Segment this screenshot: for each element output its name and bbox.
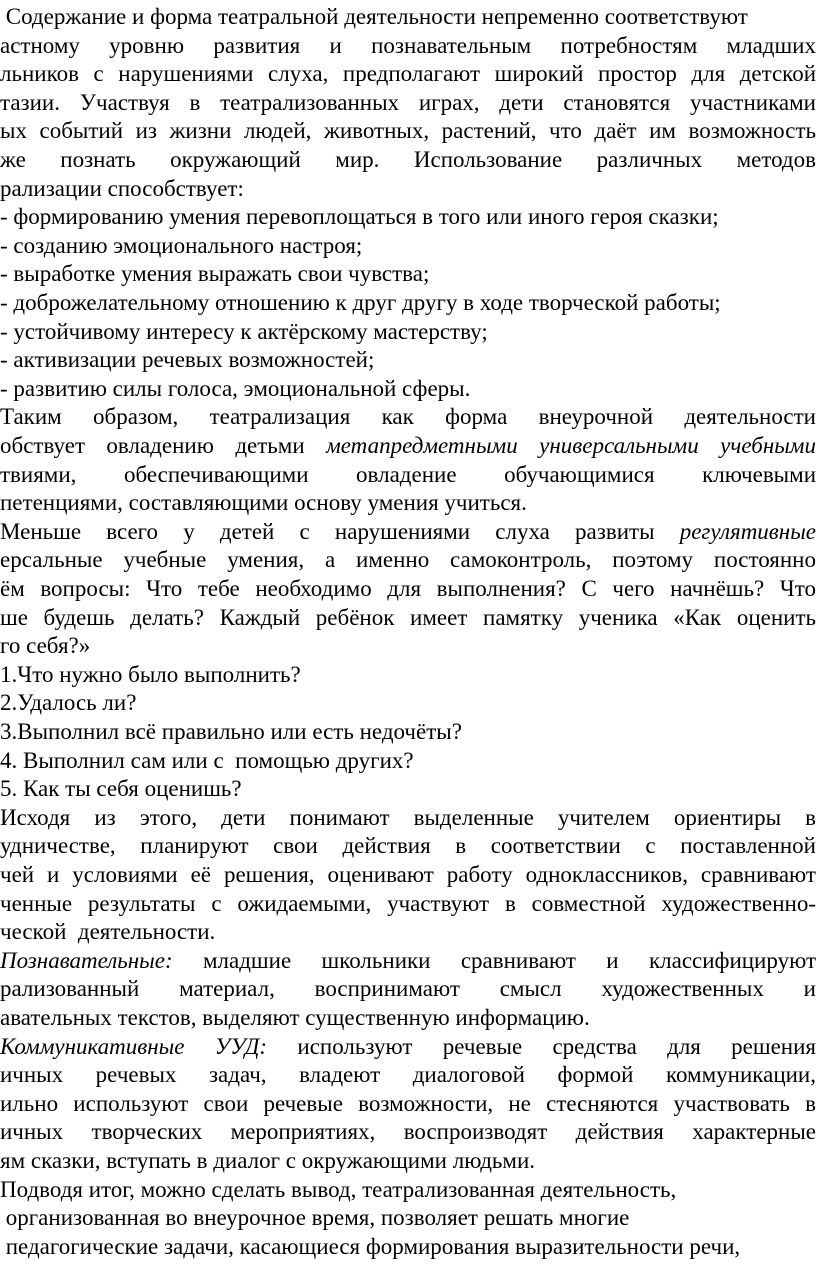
text-line (0, 717, 816, 746)
italic-text-segment: метапредметными универсальными учебными (326, 433, 816, 458)
text-segment: льников с нарушениями слуха, предполагают широкий простор для детской (0, 61, 816, 87)
text-line (0, 1203, 816, 1232)
text-segment: чей и условиями её решения, оценивают работу одноклассников, сравнивают (0, 862, 816, 887)
text-line (0, 460, 816, 489)
text-line (0, 631, 816, 660)
text-line (0, 2, 816, 31)
text-line (0, 746, 816, 775)
text-segment: го себя?» (0, 633, 91, 659)
text-line (0, 1175, 816, 1204)
text-line (0, 431, 816, 460)
text-segment: 1.Что нужно было выполнить? (0, 661, 301, 687)
text-line (0, 1232, 816, 1261)
text-line (0, 288, 816, 317)
text-segment: Исходя из этого, дети понимают выделенные учителем ориентиры в (0, 804, 816, 830)
text-segment: ше будешь делать? Каждый ребёнок имеет памятку ученика «Как оценить (0, 604, 816, 630)
text-segment: 5. Как ты себя оценишь? (0, 776, 242, 802)
text-line (0, 317, 816, 346)
text-line (0, 116, 816, 145)
text-segment: авательных текстов, выделяют существенную информацию. (0, 1005, 590, 1030)
text-line (0, 88, 816, 117)
text-segment: - развитию силы голоса, эмоциональной сферы. (0, 375, 471, 401)
text-segment: ческой деятельности. (0, 919, 216, 945)
text-segment: 2.Удалось ли? (0, 690, 137, 716)
text-line (0, 31, 816, 60)
text-segment: Подводя итог, можно сделать вывод, театрализованная деятельность, (0, 1176, 677, 1202)
text-segment: - созданию эмоционального настроя; (0, 232, 363, 258)
text-line (0, 1003, 816, 1032)
text-segment: же познать окружающий мир. Использование различных методов (0, 147, 816, 172)
text-segment: используют речевые средства для решения (267, 1033, 816, 1059)
text-line (0, 488, 816, 517)
text-line (0, 202, 816, 231)
text-segment: ичных творческих мероприятиях, воспроизводят действия характерные (0, 1119, 816, 1145)
text-segment: твиями, обеспечивающими овладение обучающимися ключевыми (0, 461, 816, 487)
text-line (0, 889, 816, 918)
text-line (0, 688, 816, 717)
text-segment: 3.Выполнил всё правильно или есть недочёты? (0, 719, 462, 744)
text-line (0, 374, 816, 403)
text-line (0, 860, 816, 889)
text-line (0, 1117, 816, 1146)
text-segment: младшие школьники сравнивают и классифицируют (172, 947, 816, 973)
text-segment: ям сказки, вступать в диалог с окружающими людьми. (0, 1148, 536, 1173)
text-line (0, 545, 816, 574)
text-line (0, 603, 816, 632)
text-segment: ерсальные учебные умения, а именно самоконтроль, поэтому постоянно (0, 547, 816, 573)
text-line (0, 574, 816, 603)
text-segment: обствует овладению детьми (0, 433, 327, 458)
text-line (0, 803, 816, 832)
text-segment: - доброжелательному отношению к друг другу в ходе творческой работы; (0, 290, 721, 315)
text-segment: ичных речевых задач, владеют диалоговой формой коммуникации, (0, 1062, 816, 1088)
text-segment: ых событий из жизни людей, животных, растений, что даёт им возможность (0, 118, 816, 144)
text-line (0, 174, 816, 203)
text-segment: тазии. Участвуя в театрализованных играх, дети становятся участниками (0, 89, 816, 115)
text-segment: педагогические задачи, касающиеся формирования выразительности речи, (0, 1233, 741, 1259)
text-segment: - устойчивому интересу к актёрскому мастерству; (0, 318, 488, 344)
text-line (0, 402, 816, 431)
text-line (0, 1089, 816, 1118)
text-line (0, 231, 816, 260)
text-segment: Меньше всего у детей с нарушениями слуха развиты (0, 518, 680, 544)
text-line (0, 831, 816, 860)
text-line (0, 145, 816, 174)
text-segment: рализации способствует: (0, 175, 244, 201)
text-line (0, 1060, 816, 1089)
italic-text-segment: Коммуникативные УУД: (0, 1033, 268, 1059)
text-segment: - выработке умения выражать свои чувства; (0, 261, 430, 287)
text-segment: организованная во внеурочное время, позволяет решать многие (0, 1205, 630, 1231)
text-segment: удничестве, планируют свои действия в соответствии с поставленной (0, 833, 816, 859)
text-line (0, 259, 816, 288)
text-segment: 4. Выполнил сам или с помощью других? (0, 747, 414, 773)
text-segment: Таким образом, театрализация как форма внеурочной деятельности (0, 404, 816, 430)
text-line (0, 1032, 816, 1061)
text-segment: Содержание и форма театральной деятельности непременно соответствуют (0, 4, 748, 29)
text-segment: ченные результаты с ожидаемыми, участвуют в совместной художественно- (0, 890, 816, 916)
text-line (0, 660, 816, 689)
text-segment: - активизации речевых возможностей; (0, 347, 375, 373)
text-line (0, 59, 816, 88)
text-segment: астному уровню развития и познавательным потребностям младших (0, 32, 816, 58)
text-segment: ильно используют свои речевые возможности, не стесняются участвовать в (0, 1090, 816, 1116)
text-line (0, 517, 816, 546)
text-segment: петенциями, составляющими основу умения учиться. (0, 490, 527, 516)
text-segment: рализованный материал, воспринимают смысл художественных и (0, 976, 816, 1002)
text-line (0, 774, 816, 803)
text-line (0, 1146, 816, 1175)
text-segment: ём вопросы: Что тебе необходимо для выполнения? С чего начнёшь? Что (0, 576, 816, 601)
text-line (0, 917, 816, 946)
text-segment: - формированию умения перевоплощаться в того или иного героя сказки; (0, 204, 719, 230)
italic-text-segment: регулятивные (679, 518, 816, 544)
text-line (0, 345, 816, 374)
italic-text-segment: Познавательные: (0, 947, 173, 973)
text-line (0, 946, 816, 975)
text-line (0, 974, 816, 1003)
